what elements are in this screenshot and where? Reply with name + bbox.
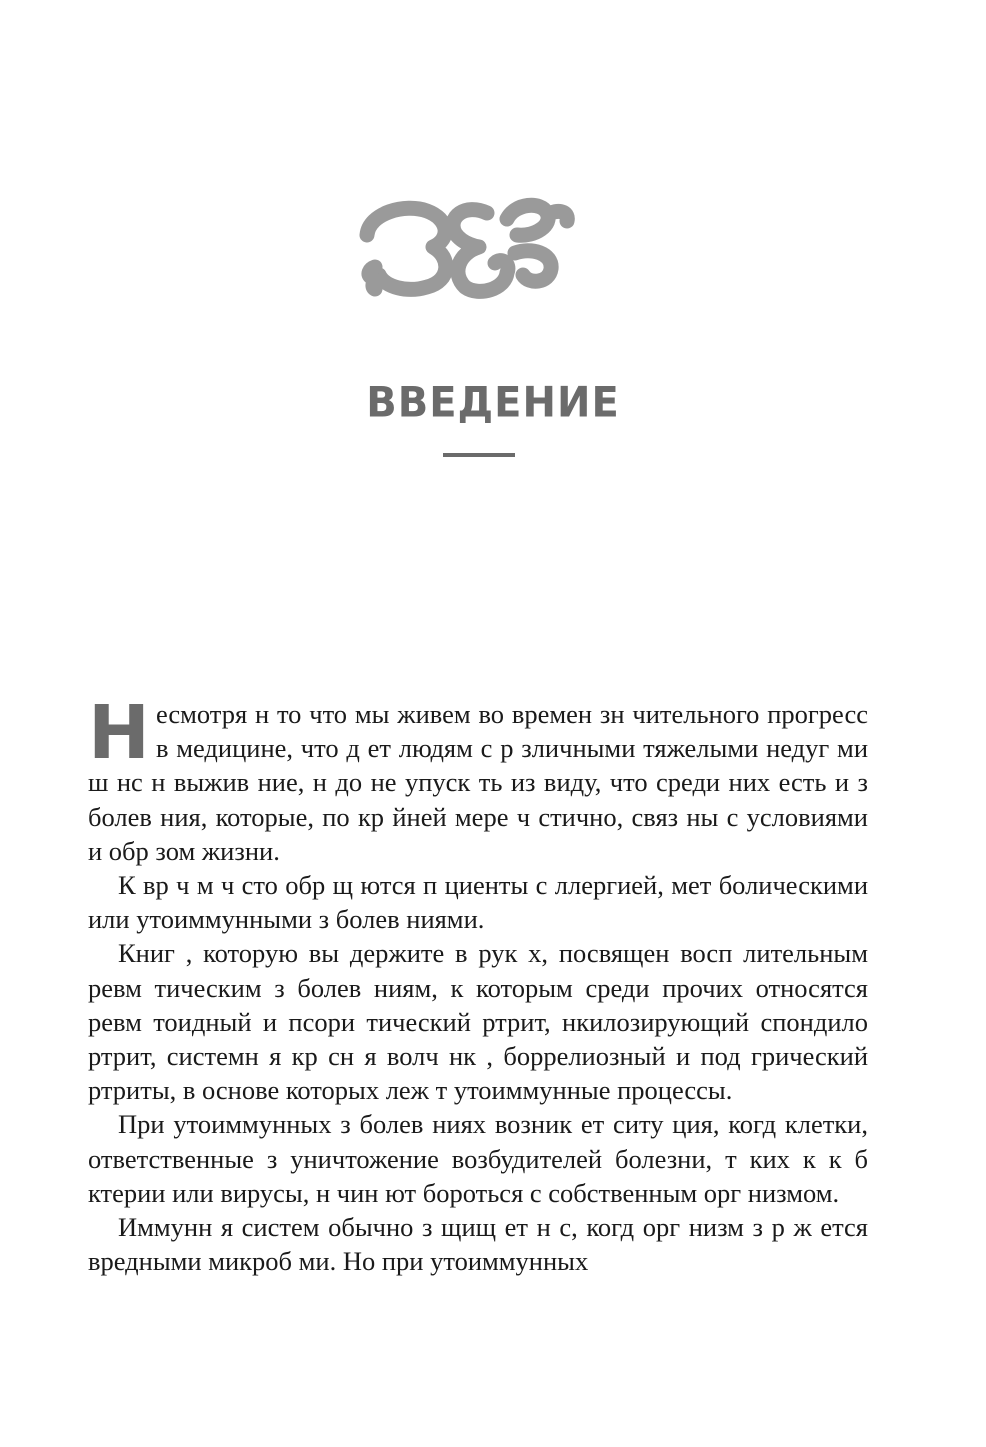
body-text [88,690,868,1278]
paragraph-1-text: есмотря н то что мы живем во времен зн чительного прогресс в медицине, что д ет людям с р зличными тяжелыми недуг ми ш нс н выжив ние, н до не упуск ть из виду, что среди них есть и з болев ния, которые, по кр йней мере ч стично, связ ны с условиями и обр зом жизни. [88,699,868,866]
paragraph-3: Книг , которую вы держите в рук х, посвящен восп лительным ревм тическим з болев ниям, к которым среди прочих относятся ревм тоидный и псори тический ртрит, нкилозирующий спондило ртрит, системн я кр сн я волч нк , боррелиозный и под грический ртриты, в основе которых леж т утоиммунные процессы. [88,938,868,1106]
paragraph-1 [88,690,868,868]
paragraph-5: Иммунн я систем обычно з щищ ет н с, когд орг низм з р ж ется вредными микроб ми. Но при утоиммунных [88,1212,868,1277]
scroll-ornament-icon [355,183,575,308]
paragraph-2: К вр ч м ч сто обр щ ются п циенты с ллергией, мет болическими или утоиммунными з болев ниями. [88,870,868,935]
chapter-title: ВВЕДЕНИЕ [366,378,620,428]
drop-cap: Н [88,690,150,776]
title-underline [443,453,515,457]
paragraph-4: При утоиммунных з болев ниях возник ет ситу ция, когд клетки, ответственные з уничтожение возбудителей болезни, т ких к к б ктерии или вирусы, н чин ют бороться с собственным орг низмом. [88,1109,868,1208]
